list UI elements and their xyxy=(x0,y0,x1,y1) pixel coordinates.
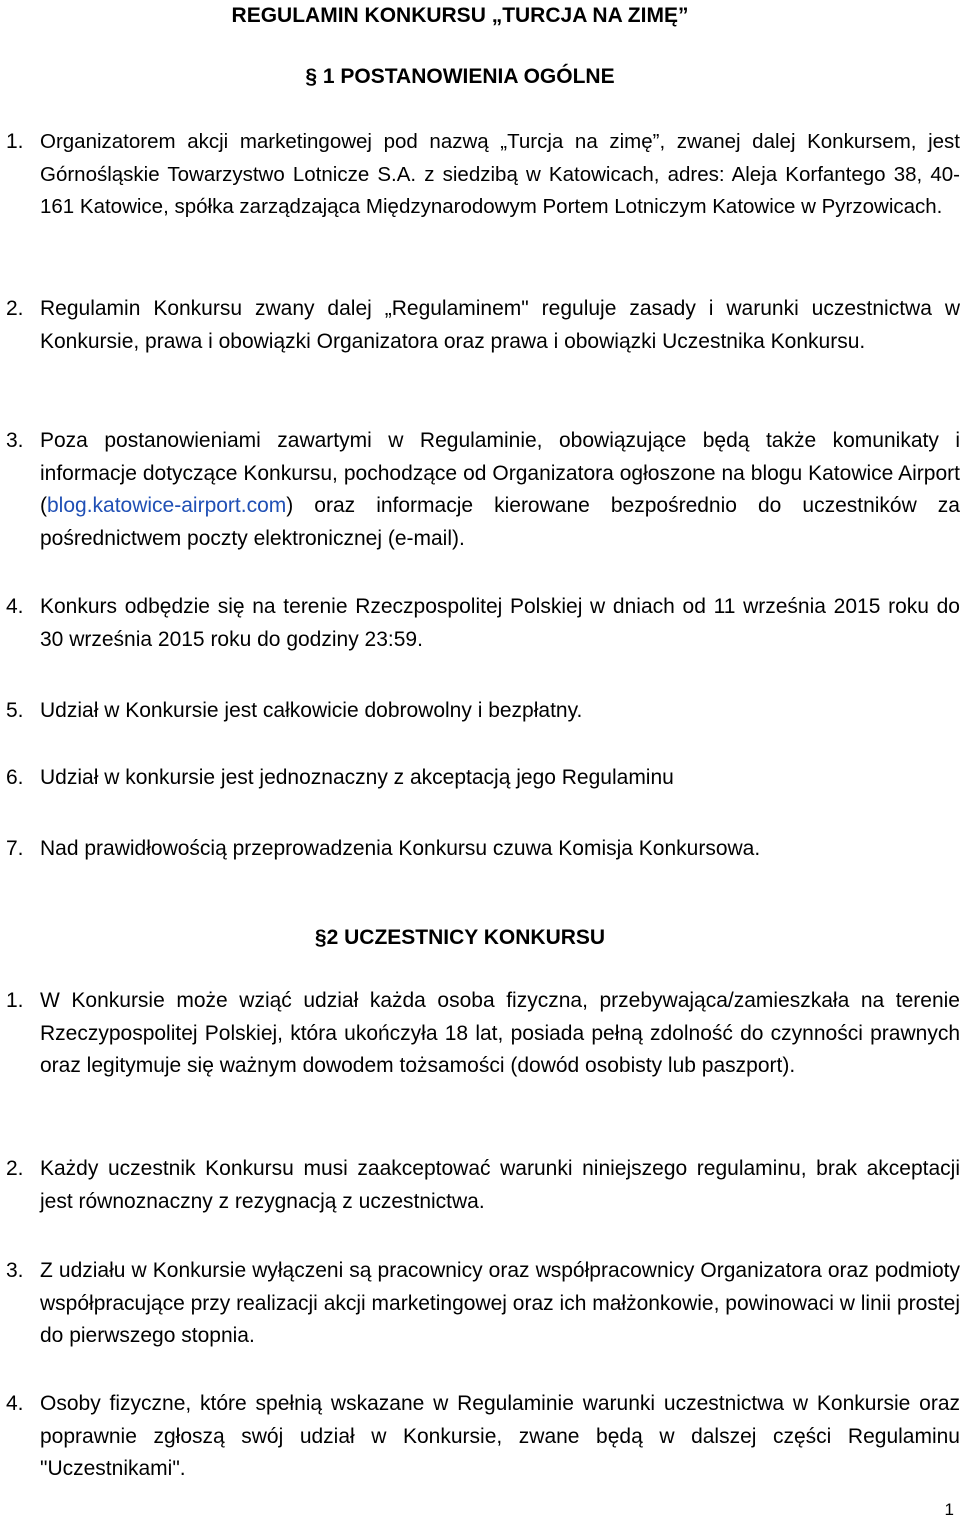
item-text xyxy=(40,425,960,555)
item-text: Każdy uczestnik Konkursu musi zaakceptować warunki niniejszego regulaminu, brak akceptacji jest równoznaczny z rezygnacją z uczestnictwa. xyxy=(40,1157,960,1213)
section-1-item-5 xyxy=(6,695,960,728)
item-number: 5. xyxy=(6,699,24,722)
item-text-after-link: ) oraz informacje kierowane bezpośrednio do uczestników za pośrednictwem poczty elektronicznej (e-mail). xyxy=(40,494,960,550)
section-1-item-2 xyxy=(6,293,960,358)
item-number: 2. xyxy=(6,1157,24,1180)
section-heading-2: §2 UCZESTNICY KONKURSU xyxy=(314,926,606,949)
item-number: 1. xyxy=(6,130,24,153)
document-title: REGULAMIN KONKURSU „TURCJA NA ZIMĘ” xyxy=(231,4,689,27)
item-text: Udział w konkursie jest jednoznaczny z akceptacją jego Regulaminu xyxy=(40,766,674,789)
item-number: 2. xyxy=(6,297,24,320)
item-text: Organizatorem akcji marketingowej pod nazwą „Turcja na zimę”, zwanej dalej Konkursem, jest Górnośląskie Towarzystwo Lotnicze S.A. z siedzibą w Katowicach, adres: Aleja Korfantego 38, 40-161 Katowice, spółka zarządzająca Międzynarodowym Portem Lotniczym Katowice w Pyrzowicach. xyxy=(40,130,960,218)
section-2-item-1 xyxy=(6,985,960,1083)
item-text: Z udziału w Konkursie wyłączeni są pracownicy oraz współpracownicy Organizatora oraz podmioty współpracujące przy realizacji akcji marketingowej oraz ich małżonkowie, powinowaci w linii prostej do pierwszego stopnia. xyxy=(40,1259,960,1347)
section-1-item-6 xyxy=(6,762,960,795)
item-number: 4. xyxy=(6,595,24,618)
section-2-item-3 xyxy=(6,1255,960,1353)
item-number: 7. xyxy=(6,837,24,860)
section-1-item-7 xyxy=(6,833,960,866)
section-heading-1: § 1 POSTANOWIENIA OGÓLNE xyxy=(305,65,615,88)
section-1-item-4 xyxy=(6,591,960,656)
item-text: Nad prawidłowością przeprowadzenia Konkursu czuwa Komisja Konkursowa. xyxy=(40,837,761,860)
item-number: 1. xyxy=(6,989,24,1012)
item-number: 4. xyxy=(6,1392,24,1415)
item-number: 6. xyxy=(6,766,24,789)
section-2-item-4 xyxy=(6,1388,960,1486)
section-2-item-2 xyxy=(6,1153,960,1218)
item-text: W Konkursie może wziąć udział każda osoba fizyczna, przebywająca/zamieszkała na terenie Rzeczypospolitej Polskiej, która ukończyła 18 lat, posiada pełną zdolność do czynności prawnych oraz legitymuje się ważnym dowodem tożsamości (dowód osobisty lub paszport). xyxy=(40,989,960,1077)
item-text: Regulamin Konkursu zwany dalej „Regulaminem" reguluje zasady i warunki uczestnictwa w Konkursie, prawa i obowiązki Organizatora oraz prawa i obowiązki Uczestnika Konkursu. xyxy=(40,297,960,353)
item-text-before-link: Poza postanowieniami zawartymi w Regulaminie, obowiązujące będą także komunikaty i informacje dotyczące Konkursu, pochodzące od Organizatora ogłoszone na blogu Katowice Airport ( xyxy=(40,429,960,517)
page-number: 1 xyxy=(944,1500,954,1519)
item-number: 3. xyxy=(6,429,24,452)
section-1-item-1 xyxy=(6,126,960,224)
section-1-item-3 xyxy=(6,425,960,555)
item-text: Udział w Konkursie jest całkowicie dobrowolny i bezpłatny. xyxy=(40,699,583,722)
item-text: Osoby fizyczne, które spełnią wskazane w Regulaminie warunki uczestnictwa w Konkursie oraz poprawnie zgłoszą swój udział w Konkursie, zwane będą w dalszej części Regulaminu "Uczestnikami". xyxy=(40,1392,960,1480)
item-number: 3. xyxy=(6,1259,24,1282)
item-text: Konkurs odbędzie się na terenie Rzeczpospolitej Polskiej w dniach od 11 września 2015 roku do 30 września 2015 roku do godziny 23:59. xyxy=(40,595,960,651)
blog-link[interactable]: blog.katowice-airport.com xyxy=(47,494,287,517)
